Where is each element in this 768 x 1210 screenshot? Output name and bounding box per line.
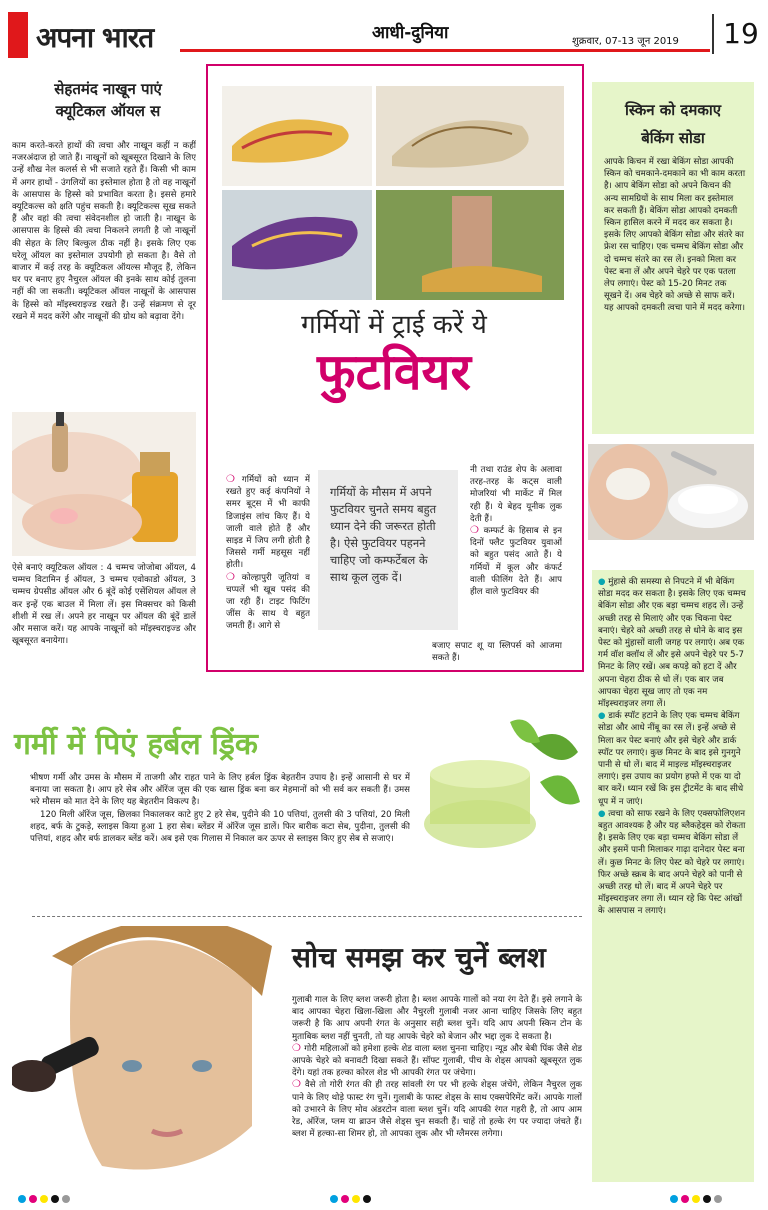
color-registration-center	[330, 1188, 374, 1207]
cyan-dot	[330, 1195, 338, 1203]
masthead-title: अपना भारत	[36, 21, 154, 54]
nails-title-line1: सेहतमंद नाखून पाएं	[54, 80, 162, 98]
black-dot	[51, 1195, 59, 1203]
bullet-icon: ●	[598, 808, 609, 819]
soda-photo-art	[588, 444, 754, 540]
footwear-tail: बजाए सपाट शू या स्लिपर्स को आजमा सकते हैं।	[432, 641, 562, 664]
footwear-col3-item	[470, 525, 562, 598]
bullet-icon: ❍	[226, 571, 242, 583]
magenta-dot	[341, 1195, 349, 1203]
dateline: शुक्रवार, 07-13 जून 2019	[572, 36, 679, 47]
magenta-dot	[29, 1195, 37, 1203]
color-registration-left	[18, 1188, 73, 1207]
blush-item2	[292, 1079, 582, 1140]
drink-p1: भीषण गर्मी और उमस के मौसम में ताजगी और राहत पाने के लिए हर्बल ड्रिंक बेहतरीन उपाय है। इन्हें आसानी से घर में बनाया जा सकता है। आप हरे सेब और ऑरेंज जूस की एक खास ड्रिंक बना कर मेहमानों को भी सर्व कर सकती हैं। उमस भरे मौसम को मात देने के लिए यह बेहतरीन विकल्प है।	[30, 773, 410, 808]
bullet-icon: ❍	[470, 525, 484, 537]
bullet-icon: ❍	[292, 1079, 305, 1091]
blush-photo	[12, 926, 282, 1182]
drink-body	[30, 772, 410, 902]
yellow-dot	[40, 1195, 48, 1203]
footwear-title-line1: गर्मियों में ट्राई करें ये	[301, 310, 487, 340]
magenta-dot	[681, 1195, 689, 1203]
drink-p2: 120 मिली ऑरेंज जूस, छिलका निकालकर काटे हुए 2 हरे सेब, पुदीने की 10 पत्तियां, तुलसी की 3 पत्तियां, 20 मिली शहद, बर्फ के टुकड़े, स्लाइस किया हुआ 1 हरा सेब। ब्लेंडर में ऑरेंज जूस डालें। फिर बारीक कटा सेब, पुदीना, तुलसी की पत्तियां, शहद और बर्फ डालकर ब्लेंड करें। अब इसे एक गिलास में निकाल कर ऊपर से स्लाइस किए हुए सेब से सजाएं।	[30, 809, 410, 845]
black-dot	[703, 1195, 711, 1203]
footwear-photo-art	[222, 86, 564, 300]
color-registration-right	[670, 1188, 725, 1207]
gray-dot	[62, 1195, 70, 1203]
footwear-col3-top: नी तथा राउंड शेप के अलावा तरह-तरह के कट्स वाली मोजरियां भी मार्केट में मिल रही हैं। ये बेहद यूनीक लुक देती हैं।	[470, 465, 562, 524]
drink-title: गर्मी में पिएं हर्बल ड्रिंक	[14, 727, 258, 762]
nails-title-line2: क्यूटिकल ऑयल स	[55, 102, 161, 120]
masthead	[8, 14, 180, 60]
footwear-col1	[226, 474, 310, 650]
skin-tip-2-text: डार्क स्पॉट हटाने के लिए एक चम्मच बेकिंग सोडा और आधे नींबू का रस लें। इन्हें अच्छे से मिला कर पेस्ट बनाएं और इसे चेहरे और डार्क स्पॉट पर लगाएं। कुछ मिनट के बाद इसे गुनगुने पानी से धो लें। बाद में माइल्ड मॉइस्चराइजर लगाएं। इस उपाय का प्रयोग हफ्ते में एक या दो बार करें। ध्यान रखें कि इस ट्रीटमेंट के बाद सीधे धूप में न जाएं।	[598, 711, 744, 807]
footwear-col1-item1	[226, 474, 310, 572]
gray-dot	[714, 1195, 722, 1203]
nails-title	[20, 78, 196, 122]
oil-photo-art	[12, 412, 196, 556]
blush-photo-art	[12, 926, 282, 1182]
skin-title	[592, 96, 754, 152]
skin-tip-1	[598, 576, 748, 710]
nails-body: काम करते-करते हाथों की त्वचा और नाखून कहीं न कहीं नजरअंदाज हो जाते हैं। नाखूनों को खूबसूरत दिखाने के लिए उन्हें शौख नेल कलर्स से भी सजाते रहते हैं। किसी भी काम में अगर हाथों - उंगलियों का इस्तेमाल होता है तो वह नाखूनों के आसपास के हिस्से को प्रभावित करता है। इससे हमारे क्यूटिकल्स को क्षति पहुंच सकती है। क्यूटिकल्स सूख सकते हैं और वहां की त्वचा संवेदनशील हो जाती है। नाखून के आसपास के हिस्से की त्वचा निकलने लगती है जो नाखूनों की सेहत के लिए बिल्कुल ठीक नहीं है। इसके लिए एक घरेलू ऑयल का इस्तेमाल उपयोगी हो सकता है। वैसे तो बाजार में कई तरह के क्यूटिकल ऑयल्स मौजूद हैं, लेकिन घर पर बनाए हुए नैचुरल ऑयल की इनके साथ कोई तुलना नहीं की जा सकती। क्यूटिकल ऑयल नाखूनों के आसपास के हिस्से को मॉइस्चराइज्ड रखते हैं। उन्हें संक्रमण से दूर रखने में मदद करेंगे और नाखूनों की ग्रोथ को बढ़ावा देंगे।	[12, 141, 196, 322]
bullet-icon: ❍	[226, 474, 242, 485]
section-divider	[32, 916, 582, 917]
drink-photo-art	[420, 712, 582, 866]
skin-tips	[598, 576, 748, 1178]
blush-item1-text: गोरी महिलाओं को हमेशा हल्के शेड वाला ब्लश चुनना चाहिए। न्यूड और बेबी पिंक जैसे शेड आपके चेहरे को बनावटी दिखा सकते हैं। सॉफ्ट गुलाबी, पीच के शेड्स आपको खूबसूरत लुक देंगे। यहां तक हल्का कोरल शेड भी आपकी रंगत पर जंचेगा।	[292, 1043, 582, 1079]
nails-recipe: ऐसे बनाएं क्यूटिकल ऑयल : 4 चम्मच जोजोबा ऑयल, 4 चम्मच विटामिन ई ऑयल, 3 चम्मच एवोकाडो ऑयल, 3 चम्मच ग्रेपसीड ऑयल और 6 बूंदें कोई एसेंशियल ऑयल ले कर इन्हें एक बाउल में मिला लें। इस मिक्सचर को किसी शीशी में रख लें। अपने हर नाखून पर ऑयल की बूंदें डालें और मसाज करें। यह आपके नाखूनों को मॉइस्चराइज्ड और खूबसूरत बनायेगा।	[12, 563, 196, 647]
bullet-icon: ●	[598, 577, 609, 587]
skin-title-line1: स्किन को दमकाए	[624, 101, 722, 119]
footwear-col3	[470, 464, 562, 640]
skin-tip-2	[598, 710, 748, 808]
soda-photo	[588, 444, 754, 540]
section-title: आधी-दुनिया	[372, 23, 449, 43]
black-dot	[363, 1195, 371, 1203]
footwear-quote: गर्मियों के मौसम में अपने फुटवियर चुनते समय बहुत ध्यान देने की जरूरत होती है। ऐसे फुटवियर पहनने चाहिए जो कम्फर्टेबल के साथ कूल लुक दें।	[318, 470, 458, 630]
yellow-dot	[352, 1195, 360, 1203]
footwear-col1-text2: कोल्हापुरी जूतियां व चप्पलें भी खूब पसंद की जा रही हैं। टाइट फिटिंग जींस के साथ ये बहुत जमती हैं। आगे से	[226, 572, 310, 632]
blush-body	[292, 994, 582, 1176]
skin-title-line2: बेकिंग सोडा	[641, 129, 705, 147]
blush-item2-text: वैसे तो गोरी रंगत की ही तरह सांवली रंग पर भी हल्के शेड्स जंचेंगे, लेकिन नैचुरल लुक पाने के लिए थोड़े फास्ट रंग चुनें। गुलाबी के फास्ट शेड्स के साथ एक्सपेरिमेंट करें। आपके गालों को उभारने के लिए मोव अंडरटोन वाला ब्लश चुनें। यदि आपकी रंगत गहरी है, तो आप आम रेड, ऑरेंज, प्लम या ब्राउन जैसे शेड्स चुन सकती हैं। चाहें तो हल्के रंग पर ज्यादा जंचते हैं। ब्लश में हल्का-सा शिमर हो, तो आपका लुक और भी ग्लैमरस लगेगा।	[292, 1080, 582, 1140]
bullet-icon: ❍	[292, 1042, 305, 1054]
blush-item1	[292, 1043, 582, 1080]
skin-tip-1-text: मुंहासे की समस्या से निपटने में भी बेकिंग सोडा मदद कर सकता है। इसके लिए एक चम्मच बेकिंग सोडा और एक बड़ा चम्मच शहद लें। उन्हें अच्छी तरह से मिलाएं और एक चिकना पेस्ट बनाएं। चेहरे को अच्छी तरह से धोने के बाद इस पेस्ट को मुंहासों वाली जगह पर लगाएं। अब एक गर्म वॉश क्लॉथ लें और इसे अपने चेहरे पर 5-7 मिनट के लिए रखें। अब कपड़े को हटा दें और अपना चेहरा ठीक से धो लें। एक बार जब आपका चेहरा सूख जाए तो एक नम मॉइस्चराइजर लगा लें।	[598, 577, 746, 710]
blush-title: सोच समझ कर चुनें ब्लश	[292, 941, 546, 974]
footwear-title-line2: फुटवियर	[317, 343, 471, 401]
cyan-dot	[18, 1195, 26, 1203]
page-number: 19	[712, 14, 768, 54]
oil-photo	[12, 412, 196, 556]
footwear-photo	[222, 86, 564, 300]
footwear-col1-text1: गर्मियों को ध्यान में रखते हुए कई कंपनियों ने समर बूट्स में भी काफी डिजाइंस लांच किए हैं। ये जाली वाले होते हैं और साइड में जिप लगी होती है जिससे गर्मी महसूस नहीं होती।	[226, 475, 310, 571]
skin-tip-3	[598, 808, 748, 918]
cyan-dot	[670, 1195, 678, 1203]
header-rule	[180, 49, 710, 52]
drink-photo	[420, 712, 582, 866]
skin-body: आपके किचन में रखा बेकिंग सोडा आपकी स्किन को चमकाने-दमकाने का भी काम करता है। आप बेकिंग सोडा को अपने किचन की अन्य सामग्रियों के साथ मिला कर इस्तेमाल कर सकती हैं। बेकिंग सोडा आपको दमकती स्किन हासिल करने में मदद कर सकता है। इसके लिए आपको बेकिंग सोडा और संतरे का फ्रेश रस चाहिए। एक चम्मच बेकिंग सोडा और दो चम्मच संतरे का रस लें। इनको मिला कर पेस्ट बना लें और अपने चेहरे पर एक पतला लेप लगाएं। पेस्ट को 15-20 मिनट तक सूखने दें। अब चेहरे को अच्छे से साफ करें। यह आपको दमकती त्वचा पाने में मदद करेगा।	[604, 157, 746, 314]
bullet-icon: ●	[598, 711, 609, 722]
footwear-col3-text: कम्फर्ट के हिसाब से इन दिनों फ्लैट फुटवियर युवाओं को बहुत पसंद आते हैं। ये गर्मियों में कूल और कंफर्ट वाली फीलिंग देते हैं। आप हील वाले फुटवियर की	[470, 526, 562, 598]
blush-intro: गुलाबी गाल के लिए ब्लश जरूरी होता है। ब्लश आपके गालों को नया रंग देते हैं। इसे लगाने के बाद आपका चेहरा खिला-खिला और नैचुरली गुलाबी नजर आना चाहिए जिसके लिए बहुत जरूरी है कि आप अपनी रंगत के अनुसार सही ब्लश चुनें। यदि आप अपनी स्किन टोन के मुताबिक ब्लश नहीं चुनती, तो यह आपके चेहरे को बेजान और भद्दा लुक दे सकता है।	[292, 995, 582, 1042]
footwear-col1-item2	[226, 572, 310, 633]
skin-tip-3-text: त्वचा को साफ रखने के लिए एक्सफोलिएशन बहुत आवश्यक है और यह ब्लैकहेड्स को रोकता है। इसके लिए एक बड़ा चम्मच बेकिंग सोडा लें और इसमें पानी मिलाकर गाढ़ा दानेदार पेस्ट बना लें। कुछ मिनट के लिए पेस्ट को चेहरे पर लगाएं। फिर अच्छे स्क्रब के बाद अपने चेहरे को पानी से अच्छी तरह धो लें। बाद में अपने चेहरे पर मॉइस्चराइजर लगा लें। ध्यान रहे कि पेस्ट आंखों के आसपास न लगाएं।	[598, 808, 746, 917]
yellow-dot	[692, 1195, 700, 1203]
